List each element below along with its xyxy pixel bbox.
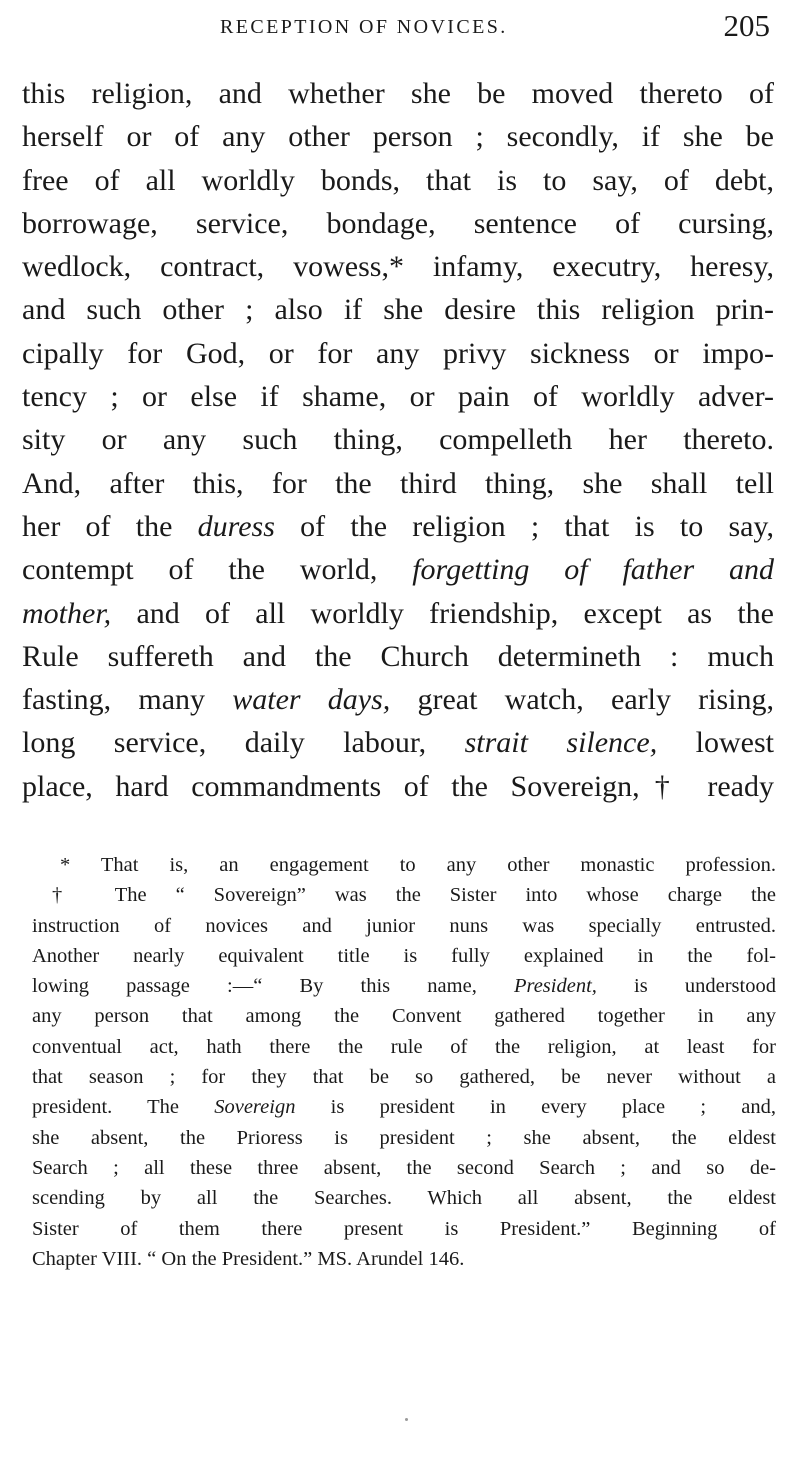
italic-phrase: Sovereign xyxy=(214,1096,296,1119)
body-line xyxy=(22,721,774,764)
text-run: this religion, and whether she be moved thereto of xyxy=(22,77,774,110)
italic-phrase: strait silence, xyxy=(464,726,658,760)
body-line xyxy=(22,635,774,678)
footnote-line xyxy=(32,941,776,971)
text-run: is understood xyxy=(596,975,776,998)
footnote-line xyxy=(32,1092,776,1122)
text-run: president. The xyxy=(32,1096,215,1119)
running-title: RECEPTION OF NOVICES. xyxy=(220,16,508,38)
running-head xyxy=(0,6,800,42)
body-line xyxy=(22,505,774,548)
body-line xyxy=(22,202,774,245)
body-line xyxy=(22,418,774,461)
italic-phrase: forgetting of father and xyxy=(412,553,774,587)
footnote-line xyxy=(32,1032,776,1062)
body-line xyxy=(22,678,774,721)
text-run: lowing passage :—“ By this name, xyxy=(32,975,514,998)
text-run: sity or any such thing, compelleth her thereto. xyxy=(22,423,774,457)
text-run: herself or of any other person ; secondly, if she be xyxy=(22,120,774,154)
text-run: that season ; for they that be so gathered, be never without a xyxy=(32,1066,776,1089)
italic-phrase: water days, xyxy=(232,683,391,717)
italic-phrase: mother, xyxy=(22,596,112,630)
body-line xyxy=(22,592,774,635)
footnote-line xyxy=(32,1123,776,1153)
text-run: she absent, the Prioress is president ; she absent, the eldest xyxy=(32,1126,776,1149)
footnote-dagger xyxy=(32,880,776,1274)
text-run: long service, daily labour, xyxy=(22,726,465,760)
page-number: 205 xyxy=(723,8,770,43)
body-line xyxy=(22,159,774,202)
text-run: instruction of novices and junior nuns was specially entrusted. xyxy=(32,914,776,937)
text-run: of the religion ; that is to say, xyxy=(274,509,774,543)
text-run: and such other ; also if she desire this religion prin- xyxy=(22,293,774,327)
text-run: fasting, many xyxy=(22,683,233,717)
footnote-line xyxy=(32,971,776,1001)
text-run: conventual act, hath there the rule of the religion, at least for xyxy=(32,1035,776,1058)
text-run: Chapter VIII. “ On the President.” MS. Arundel 146. xyxy=(32,1247,465,1270)
text-run: † The “ Sovereign” was the Sister into whose charge the xyxy=(52,884,776,907)
text-run: free of all worldly bonds, that is to say, of debt, xyxy=(22,163,774,197)
body-line xyxy=(22,375,774,418)
footnote-line xyxy=(32,1244,776,1274)
body-line xyxy=(22,72,774,115)
body-line xyxy=(22,548,774,591)
text-run: lowest xyxy=(657,726,774,760)
footnote-line xyxy=(32,1001,776,1031)
body-line xyxy=(22,332,774,375)
body-line xyxy=(22,462,774,505)
text-run: Search ; all these three absent, the second Search ; and so de- xyxy=(32,1156,776,1179)
text-run: cipally for God, or for any privy sickness or impo- xyxy=(22,336,774,370)
text-run: Sister of them there present is President.” Beginning of xyxy=(32,1217,776,1240)
footnote-line xyxy=(32,1153,776,1183)
body-text xyxy=(22,72,774,808)
text-run: Another nearly equivalent title is fully explained in the fol- xyxy=(32,944,776,967)
body-line xyxy=(22,765,774,808)
text-run: wedlock, contract, vowess,* infamy, executry, heresy, xyxy=(22,250,774,284)
body-line xyxy=(22,245,774,288)
text-run: contempt of the world, xyxy=(22,553,413,587)
text-run: tency ; or else if shame, or pain of worldly adver- xyxy=(22,380,774,414)
body-line xyxy=(22,288,774,331)
footnote-star: * That is, an engagement to any other monastic profession. xyxy=(60,854,776,876)
italic-phrase: duress xyxy=(197,509,275,543)
text-run: is president in every place ; and, xyxy=(295,1096,776,1119)
footnotes xyxy=(32,850,776,1274)
text-run: any person that among the Convent gathered together in any xyxy=(32,1005,776,1028)
footnote-line xyxy=(32,911,776,941)
text-run: and of all worldly friendship, except as the xyxy=(111,596,774,630)
footnote-line xyxy=(32,1183,776,1213)
text-run: scending by all the Searches. Which all absent, the eldest xyxy=(32,1187,776,1210)
text-run: place, hard commandments of the Sovereign,† ready xyxy=(22,769,774,803)
italic-phrase: President, xyxy=(513,975,597,998)
text-run: Rule suffereth and the Church determineth : much xyxy=(22,639,774,673)
body-line xyxy=(22,115,774,158)
paper-speck xyxy=(405,1418,408,1421)
text-run: And, after this, for the third thing, she shall tell xyxy=(22,466,774,500)
footnote-line xyxy=(32,1062,776,1092)
footnote-line xyxy=(32,880,776,910)
text-run: her of the xyxy=(22,509,198,543)
text-run: great watch, early rising, xyxy=(390,683,774,717)
footnote-line xyxy=(32,1214,776,1244)
text-run: borrowage, service, bondage, sentence of cursing, xyxy=(22,206,774,240)
